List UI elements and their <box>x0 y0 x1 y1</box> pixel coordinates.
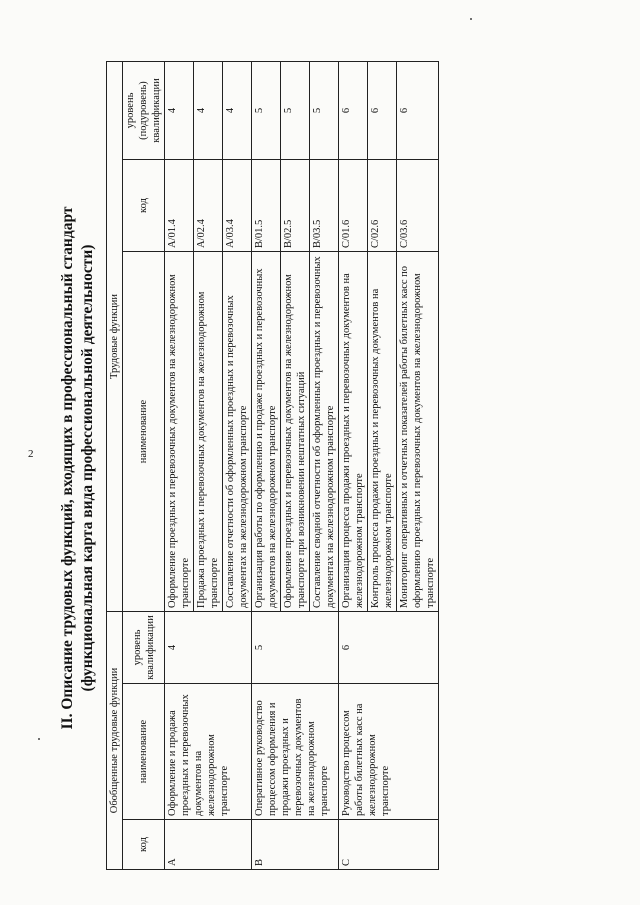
name-header: наименование <box>123 684 165 820</box>
qualification-level-header: уровень квалификации <box>123 612 165 684</box>
group-code-cell: A <box>165 820 252 870</box>
function-code-cell: A/01.4 <box>165 160 194 252</box>
function-code-cell: B/03.5 <box>310 160 339 252</box>
group-name-cell: Руководство процессом работы билетных касс на железнодорожном транспорте <box>339 684 439 820</box>
function-code-cell: C/02.6 <box>368 160 397 252</box>
function-name-header: наименование <box>123 252 165 612</box>
heading-line-1: II. Описание трудовых функций, входящих в профессиональный стандарт <box>59 206 76 730</box>
group-level-cell: 6 <box>339 612 439 684</box>
page-number: 2 <box>28 448 34 460</box>
table-row <box>339 61 368 869</box>
group-level-cell: 5 <box>252 612 339 684</box>
function-name-cell: Контроль процесса продажи проездных и перевозочных документов на железнодорожном транспорте <box>368 252 397 612</box>
header-row-1 <box>107 61 123 869</box>
function-code-header: код <box>123 160 165 252</box>
sublevel-header: уровень (подуровень) квалификации <box>123 61 165 159</box>
function-level-cell: 4 <box>223 61 252 159</box>
scan-speck <box>470 18 472 20</box>
section-heading <box>58 58 98 878</box>
function-level-cell: 5 <box>310 61 339 159</box>
group-level-cell: 4 <box>165 612 252 684</box>
function-name-cell: Организация процесса продажи проездных и перевозочных документов на железнодорожном транспорте <box>339 252 368 612</box>
function-level-cell: 5 <box>281 61 310 159</box>
rotated-page-content <box>58 58 618 878</box>
function-level-cell: 5 <box>252 61 281 159</box>
generalized-functions-header: Обобщенные трудовые функции <box>107 612 123 870</box>
function-level-cell: 4 <box>165 61 194 159</box>
function-code-cell: B/01.5 <box>252 160 281 252</box>
function-level-cell: 6 <box>397 61 439 159</box>
function-name-cell: Составление сводной отчетности об оформленных проездных и перевозочных документах на железнодорожном транспорте <box>310 252 339 612</box>
table-row <box>165 61 194 869</box>
heading-line-2: (функциональная карта вида профессиональной деятельности) <box>79 244 96 692</box>
function-name-cell: Оформление проездных и перевозочных документов на железнодорожном транспорте <box>165 252 194 612</box>
scan-speck <box>38 738 40 740</box>
group-code-cell: C <box>339 820 439 870</box>
code-header: код <box>123 820 165 870</box>
function-name-cell: Составление отчетности об оформленных проездных и перевозочных документах на железнодорожном транспорте <box>223 252 252 612</box>
function-code-cell: C/03.6 <box>397 160 439 252</box>
functional-map-table <box>106 61 439 870</box>
function-level-cell: 6 <box>339 61 368 159</box>
function-code-cell: C/01.6 <box>339 160 368 252</box>
group-code-cell: B <box>252 820 339 870</box>
function-name-cell: Организация работы по оформлению и продаже проездных и перевозочных документов на железнодорожном транспорте <box>252 252 281 612</box>
function-code-cell: B/02.5 <box>281 160 310 252</box>
labor-functions-header: Трудовые функции <box>107 61 123 611</box>
function-code-cell: A/02.4 <box>194 160 223 252</box>
function-name-cell: Оформление проездных и перевозочных документов на железнодорожном транспорте при возникновении нештатных ситуаций <box>281 252 310 612</box>
function-level-cell: 4 <box>194 61 223 159</box>
header-row-2 <box>123 61 165 869</box>
function-name-cell: Мониторинг оперативных и отчетных показателей работы билетных касс по оформлению проездных и перевозочных документов на железнодорожном транспорте <box>397 252 439 612</box>
function-name-cell: Продажа проездных и перевозочных документов на железнодорожном транспорте <box>194 252 223 612</box>
group-name-cell: Оформление и продажа проездных и перевозочных документов на железнодорожном транспорте <box>165 684 252 820</box>
group-name-cell: Оперативное руководство процессом оформления и продажи проездных и перевозочных документов на железнодорожном транспорте <box>252 684 339 820</box>
table-row <box>252 61 281 869</box>
function-code-cell: A/03.4 <box>223 160 252 252</box>
function-level-cell: 6 <box>368 61 397 159</box>
